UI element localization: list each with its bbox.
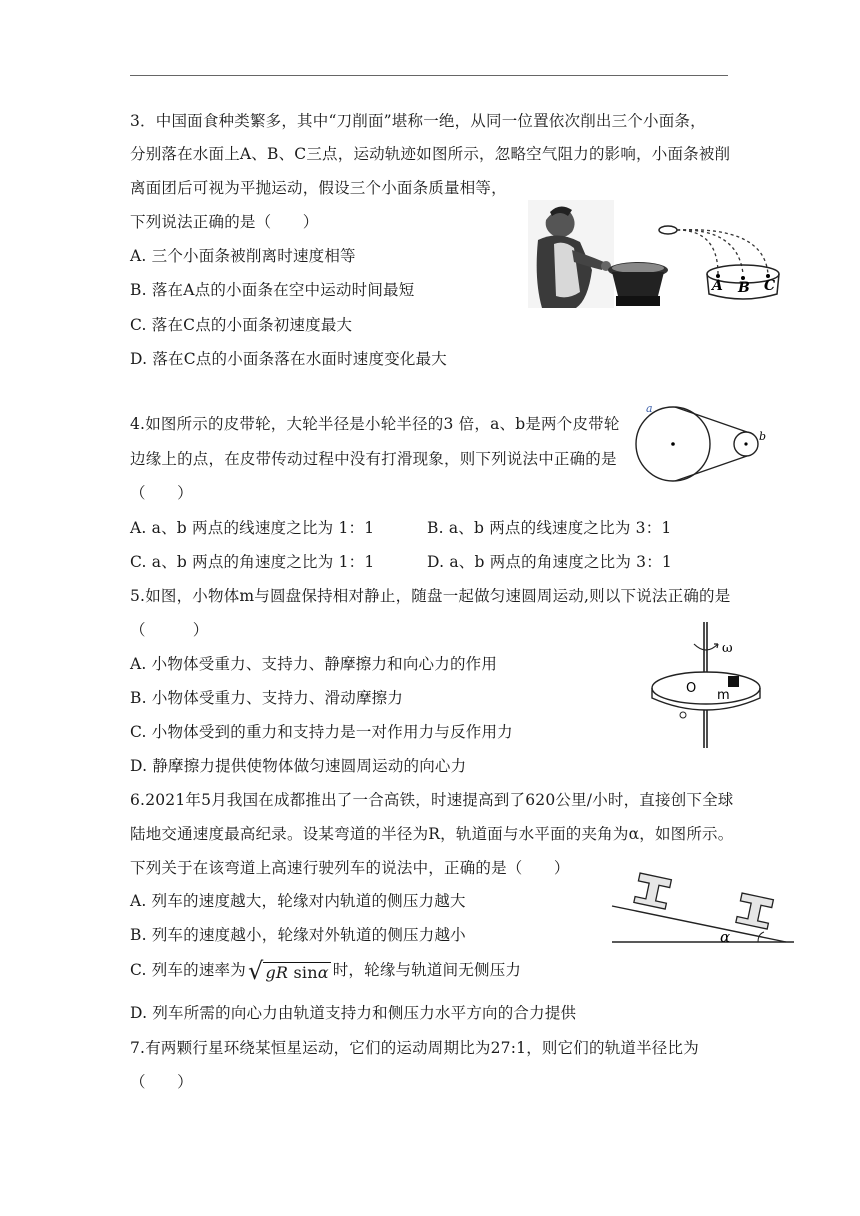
q5-option-a: A. 小物体受重力、支持力、静摩擦力和向心力的作用 — [130, 655, 498, 673]
q3-option-b: B. 落在A点的小面条在空中运动时间最短 — [130, 281, 415, 299]
q4-belt-pulley-figure — [628, 398, 778, 486]
q5-option-c: C. 小物体受到的重力和支持力是一对作用力与反作用力 — [130, 723, 513, 741]
q5-fig-label-o: O — [686, 681, 697, 696]
header-rule — [130, 75, 728, 76]
q3-stem-line-1: 3．中国面食种类繁多，其中“刀削面”堪称一绝，从同一位置依次削出三个小面条， — [130, 112, 706, 130]
q6-banked-track-figure — [608, 866, 796, 946]
q3-stem-line-3: 离面团后可视为平抛运动，假设三个小面条质量相等， — [130, 179, 507, 197]
q7-stem-line-2: （ ） — [130, 1073, 193, 1091]
q6-stem-line-2: 陆地交通速度最高纪录。设某弯道的半径为R，轨道面与水平面的夹角为α，如图所示。 — [130, 825, 734, 843]
q6-option-c-prefix: C. 列车的速率为 — [130, 961, 246, 979]
q6-option-a: A. 列车的速度越大，轮缘对内轨道的侧压力越大 — [130, 892, 466, 910]
q5-fig-label-m: m — [717, 688, 730, 703]
q3-fig-label-b: B — [738, 280, 750, 296]
q5-rotating-disc-figure — [648, 622, 766, 748]
q4-option-d: D. a、b 两点的角速度之比为 3：1 — [427, 553, 672, 571]
q3-noodle-chef-figure — [528, 200, 786, 308]
q6-sqrt-expression: √ gR sinα — [247, 957, 329, 985]
q4-option-b: B. a、b 两点的线速度之比为 3：1 — [427, 519, 672, 537]
q3-stem-line-4: 下列说法正确的是（ ） — [130, 213, 319, 231]
q6-stem-line-1: 6.2021年5月我国在成都推出了一合高铁，时速提高到了620公里/小时，直接创下全球 — [130, 791, 734, 809]
q6-sqrt-gr: gR — [265, 963, 289, 982]
q3-option-d: D. 落在C点的小面条落在水面时速度变化最大 — [130, 350, 447, 368]
q3-fig-label-c: C — [764, 278, 776, 294]
q4-stem-line-3: （ ） — [130, 484, 193, 502]
q6-option-b: B. 列车的速度越小，轮缘对外轨道的侧压力越小 — [130, 926, 466, 944]
q5-option-d: D. 静摩擦力提供使物体做匀速圆周运动的向心力 — [130, 757, 467, 775]
q6-sqrt-sin: sin — [293, 963, 318, 982]
q4-option-c: C. a、b 两点的角速度之比为 1：1 — [130, 553, 375, 571]
q5-fig-label-omega: ω — [722, 641, 733, 656]
q5-stem-line-1: 5.如图，小物体m与圆盘保持相对静止，随盘一起做匀速圆周运动,则以下说法正确的是 — [130, 587, 731, 605]
q4-stem-line-1: 4.如图所示的皮带轮，大轮半径是小轮半径的3 倍，a、b是两个皮带轮 — [130, 415, 620, 433]
q5-option-b: B. 小物体受重力、支持力、滑动摩擦力 — [130, 689, 404, 707]
q4-stem-line-2: 边缘上的点，在皮带传动过程中没有打滑现象，则下列说法中正确的是 — [130, 450, 617, 468]
q3-stem-line-2: 分别落在水面上A、B、C三点，运动轨迹如图所示，忽略空气阻力的影响，小面条被削 — [130, 145, 731, 163]
q7-stem-line-1: 7.有两颗行星环绕某恒星运动，它们的运动周期比为27:1，则它们的轨道半径比为 — [130, 1039, 699, 1057]
q5-stem-line-2: （ ） — [130, 621, 209, 639]
q6-option-c — [130, 957, 522, 985]
q6-fig-label-alpha: α — [720, 928, 731, 946]
q4-option-a: A. a、b 两点的线速度之比为 1：1 — [130, 519, 375, 537]
q6-stem-line-3: 下列关于在该弯道上高速行驶列车的说法中，正确的是（ ） — [130, 859, 570, 877]
q3-option-a: A. 三个小面条被削离时速度相等 — [130, 247, 356, 265]
q6-sqrt-alpha: α — [317, 963, 329, 982]
q6-option-d: D. 列车所需的向心力由轨道支持力和侧压力水平方向的合力提供 — [130, 1004, 577, 1022]
q3-fig-label-a: A — [712, 278, 723, 294]
q4-fig-label-a: a — [646, 402, 653, 415]
q3-option-c: C. 落在C点的小面条初速度最大 — [130, 316, 353, 334]
q6-option-c-suffix: 时，轮缘与轨道间无侧压力 — [332, 961, 522, 979]
q4-fig-label-b: b — [759, 430, 767, 443]
